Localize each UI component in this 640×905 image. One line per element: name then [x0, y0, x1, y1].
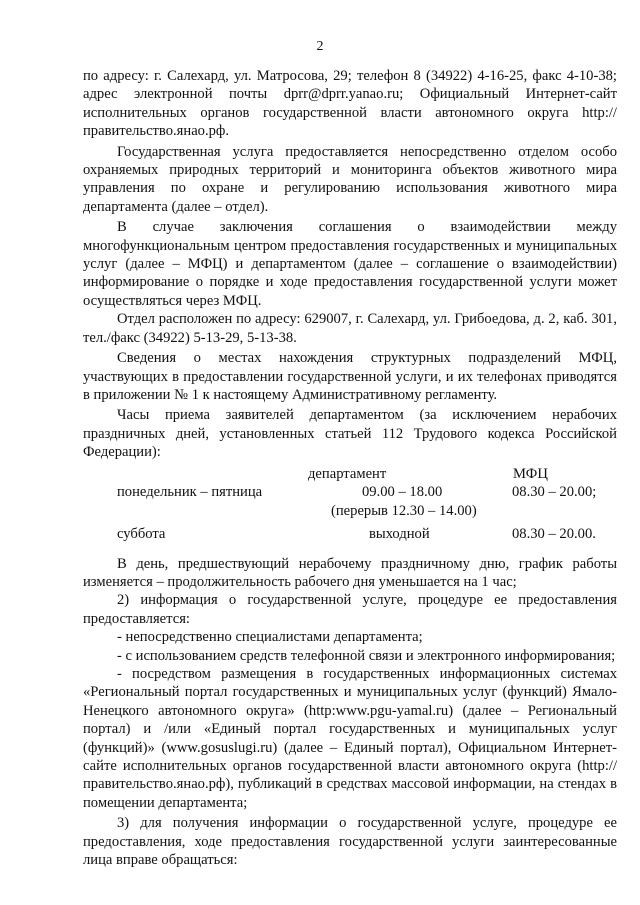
paragraph-service-provider: Государственная услуга предоставляется непосредственно отделом особо охраняемых природных территорий и мониторинга объектов животного мира управления по охране и регулированию использования животного мира департамента (далее – отдел). — [83, 143, 617, 215]
document-body — [83, 67, 617, 869]
paragraph-item-2: 2) информация о государственной услуге, процедуре ее предоставления предоставляется: — [83, 592, 617, 627]
paragraph-mfc-units: Сведения о местах нахождения структурных подразделений МФЦ, участвующих в предоставлении государственной услуги, и их телефонах приводятся в приложении № 1 к настоящему Административному регламенту. — [83, 350, 617, 403]
schedule-weekday-label: понедельник – пятница — [117, 483, 263, 500]
paragraph-pre-holiday: В день, предшествующий нерабочему праздничному дню, график работы изменяется – продолжительность рабочего дня уменьшается на 1 час; — [83, 555, 617, 590]
schedule-weekday-break: (перерыв 12.30 – 14.00) — [331, 502, 477, 519]
paragraph-item-3: 3) для получения информации о государственной услуге, процедуре ее предоставления, ходе предоставления государственной услуги заинтересованные лица вправе обращаться: — [83, 815, 617, 869]
list-item-telephone: - с использованием средств телефонной связи и электронного информирования; — [117, 647, 616, 664]
schedule-saturday-label: суббота — [117, 525, 166, 542]
paragraph-address: по адресу: г. Салехард, ул. Матросова, 29; телефон 8 (34922) 4-16-25, факс 4-10-38; адрес электронной почты dprr@dprr.yanao.ru; Официальный Интернет-сайт исполнительных органов государственной власти автономного округа http://правительство.янао.рф. — [83, 68, 617, 140]
paragraph-office-location: Отдел расположен по адресу: 629007, г. Салехард, ул. Грибоедова, д. 2, каб. 301, тел./факс (34922) 5-13-29, 5-13-38. — [83, 311, 617, 346]
list-item-portals: - посредством размещения в государственных информационных системах «Региональный портал государственных и муниципальных услуг (функций) Ямало-Ненецкого автономного округа» (http:www.pgu-yamal.ru) (далее – Региональный портал) и /или «Единый портал государственных и муниципальных услуг (функций)» (www.gosuslugi.ru) (далее – Единый портал), Официальном Интернет-сайте исполнительных органов государственной власти автономного округа (http://правительство.янао.рф), публикаций в средствах массовой информации, на стендах в помещении департамента; — [83, 665, 617, 811]
schedule-saturday-mfc: 08.30 – 20.00. — [512, 525, 596, 542]
page-number: 2 — [316, 39, 324, 54]
schedule-header-mfc: МФЦ — [513, 465, 548, 482]
paragraph-reception-hours: Часы приема заявителей департаментом (за исключением нерабочих праздничных дней, установленных статьей 112 Трудового кодекса Российской Федерации): — [83, 407, 617, 461]
schedule-weekday-mfc: 08.30 – 20.00; — [512, 483, 597, 500]
schedule-table — [83, 463, 617, 555]
schedule-weekday-department: 09.00 – 18.00 — [362, 483, 443, 500]
schedule-saturday-department: выходной — [369, 525, 430, 542]
schedule-header-department: департамент — [308, 465, 387, 482]
paragraph-mfc-agreement: В случае заключения соглашения о взаимодействии между многофункциональным центром предоставления государственных и муниципальных услуг (далее – МФЦ) и департаментом (далее – соглашение о взаимодействии) информирование о порядке и ходе предоставления государственной услуги может осуществляться через МФЦ. — [83, 219, 617, 309]
list-item-specialists: - непосредственно специалистами департамента; — [117, 629, 423, 646]
